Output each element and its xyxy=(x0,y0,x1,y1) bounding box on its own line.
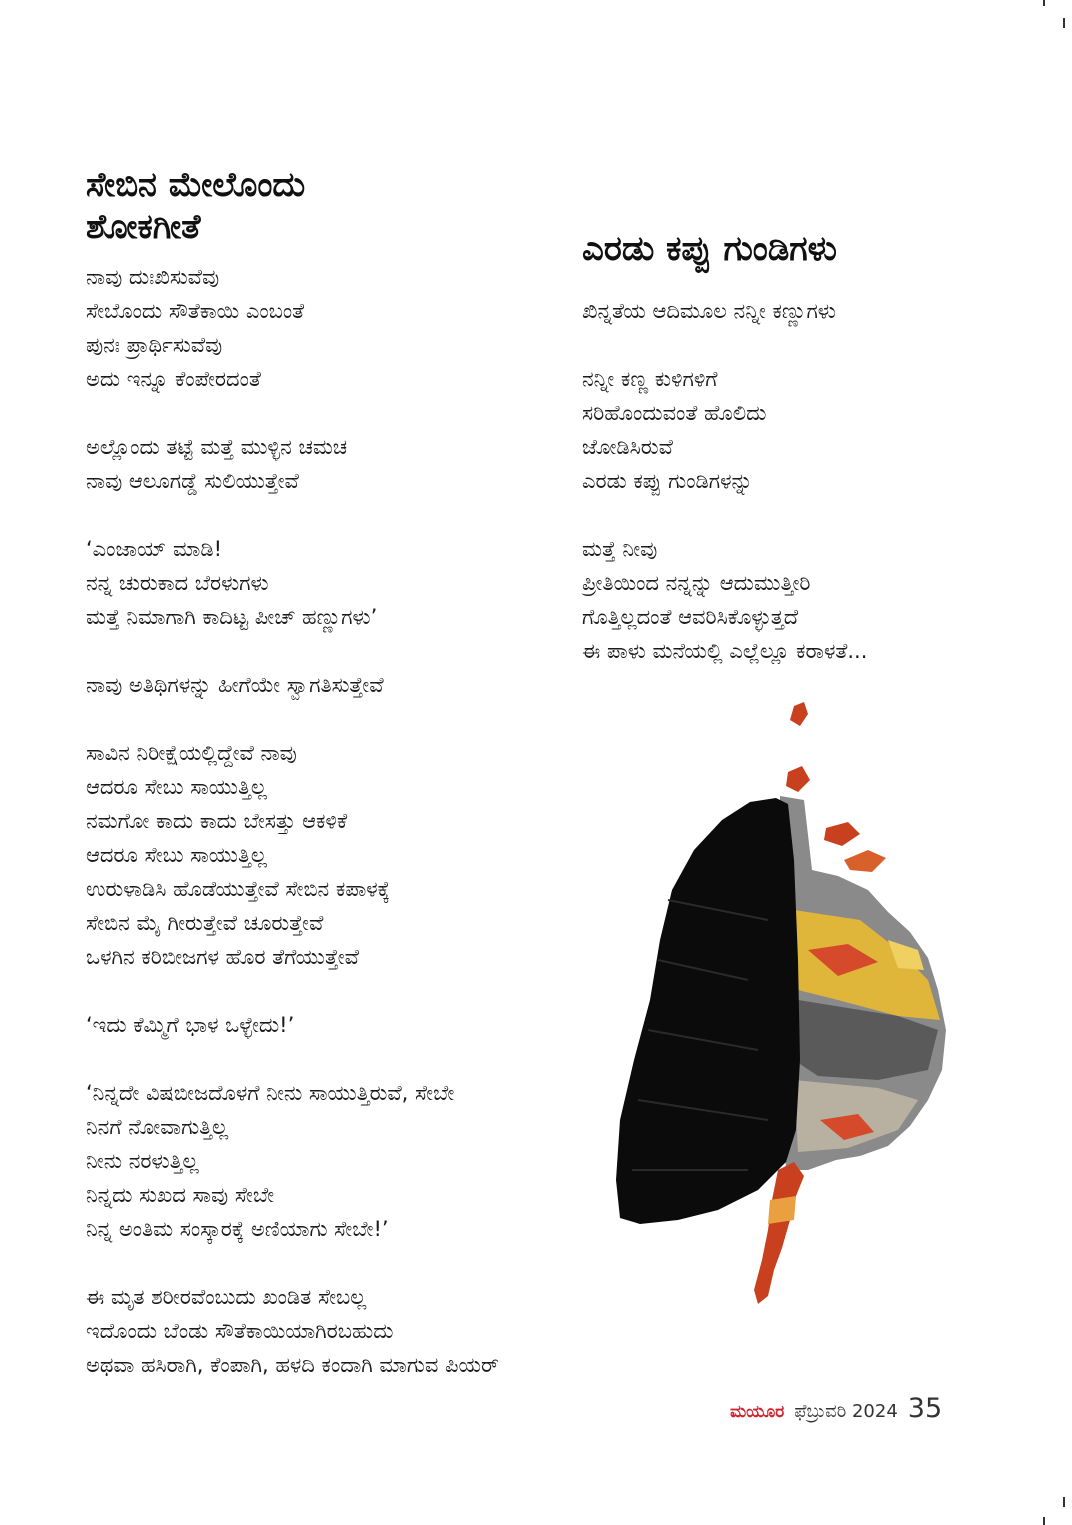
poem-line: ಎರಡು ಕಪ್ಪು ಗುಂಡಿಗಳನ್ನು xyxy=(582,469,753,493)
poem-line: ನಮಗೋ ಕಾದು ಕಾದು ಬೇಸತ್ತು ಆಕಳಿಕೆ xyxy=(86,809,348,833)
poem-line: ಈ ಪಾಳು ಮನೆಯಲ್ಲಿ ಎಲ್ಲೆಲ್ಲೂ ಕರಾಳತೆ... xyxy=(582,639,868,663)
left-stanza-3 xyxy=(86,532,377,634)
poem-line: ನನ್ನ ಚುರುಕಾದ ಬೆರಳುಗಳು xyxy=(86,571,269,595)
left-stanza-7 xyxy=(86,1076,454,1246)
poem-line: ಪುನಃ ಪ್ರಾರ್ಥಿಸುವೆವು xyxy=(86,333,223,357)
poem-line: ಅದು ಇನ್ನೂ ಕೆಂಪೇರದಂತೆ xyxy=(86,367,261,391)
poem-line: ಆದರೂ ಸೇಬು ಸಾಯುತ್ತಿಲ್ಲ xyxy=(86,843,267,867)
crop-mark-bottom-right-h xyxy=(1043,1517,1045,1525)
left-stanza-1 xyxy=(86,260,304,396)
right-stanza-1 xyxy=(582,294,836,328)
poem-line: ನಿನ್ನದು ಸುಖದ ಸಾವು ಸೇಬೇ xyxy=(86,1183,275,1207)
page-footer xyxy=(730,1393,970,1429)
crop-mark-top-right-h xyxy=(1043,0,1045,6)
poem-line: ಈ ಮೃತ ಶರೀರವೆಂಬುದು ಖಂಡಿತ ಸೇಬಲ್ಲ xyxy=(86,1285,367,1309)
left-poem-title-line1: ಸೇಬಿನ ಮೇಲೊಂದು xyxy=(86,165,306,205)
poem-line: ಉರುಳಾಡಿಸಿ ಹೊಡೆಯುತ್ತೇವೆ ಸೇಬಿನ ಕಪಾಳಕ್ಕೆ xyxy=(86,877,390,901)
page-number: 35 xyxy=(907,1393,943,1424)
poem-line: ಅಲ್ಲೊಂದು ತಟ್ಟೆ ಮತ್ತೆ ಮುಳ್ಳಿನ ಚಮಚ xyxy=(86,435,348,459)
poem-line: ಅಥವಾ ಹಸಿರಾಗಿ, ಕೆಂಪಾಗಿ, ಹಳದಿ ಕಂದಾಗಿ ಮಾಗುವ ಪಿಯರ್ xyxy=(86,1353,499,1377)
left-stanza-6 xyxy=(86,1008,294,1042)
left-stanza-4 xyxy=(86,668,384,702)
poem-line: ನೀನು ನರಳುತ್ತಿಲ್ಲ xyxy=(86,1149,199,1173)
poem-line: ಆದರೂ ಸೇಬು ಸಾಯುತ್ತಿಲ್ಲ xyxy=(86,775,267,799)
poem-line: ಸೇಬೊಂದು ಸೌತೆಕಾಯಿ ಎಂಬಂತೆ xyxy=(86,299,305,323)
poem-line: ‘ನಿನ್ನದೇ ವಿಷಬೀಜದೊಳಗೆ ನೀನು ಸಾಯುತ್ತಿರುವೆ, ಸೇಬೇ xyxy=(86,1081,455,1105)
poem-line: ಖಿನ್ನತೆಯ ಆದಿಮೂಲ ನನ್ನೀ ಕಣ್ಣುಗಳು xyxy=(582,299,836,323)
poem-line: ನಿನಗೆ ನೋವಾಗುತ್ತಿಲ್ಲ xyxy=(86,1115,229,1139)
magazine-logo: ಮಯೂರ xyxy=(730,1402,785,1422)
poem-line: ಇದೊಂದು ಬೆಂಡು ಸೌತೆಕಾಯಿಯಾಗಿರಬಹುದು xyxy=(86,1319,394,1343)
poem-line: ಪ್ರೀತಿಯಿಂದ ನನ್ನನ್ನು ಆದುಮುತ್ತೀರಿ xyxy=(582,571,811,595)
poem-line: ನಾವು ಆಲೂಗಡ್ಡೆ ಸುಲಿಯುತ್ತೇವೆ xyxy=(86,469,299,493)
poem-line: ನನ್ನೀ ಕಣ್ಣ ಕುಳಿಗಳಿಗೆ xyxy=(582,367,718,391)
left-stanza-5 xyxy=(86,736,390,974)
poem-line: ಒಳಗಿನ ಕರಿಬೀಜಗಳ ಹೊರ ತೆಗೆಯುತ್ತೇವೆ xyxy=(86,945,359,969)
poem-line: ನಾವು ದುಃಖಿಸುವೆವು xyxy=(86,265,220,289)
poem-line: ಸಾವಿನ ನಿರೀಕ್ಷೆಯಲ್ಲಿದ್ದೇವೆ ನಾವು xyxy=(86,741,297,765)
poem-line: ಸೇಬಿನ ಮೈ ಗೀರುತ್ತೇವೆ ಚೂರುತ್ತೇವೆ xyxy=(86,911,324,935)
left-poem-title-line2: ಶೋಕಗೀತೆ xyxy=(86,207,201,247)
crop-mark-bottom-right xyxy=(1063,1497,1065,1507)
poem-line: ಜೋಡಿಸಿರುವೆ xyxy=(582,435,673,459)
poem-line: ಮತ್ತೆ ನಿಮಾಗಾಗಿ ಕಾದಿಟ್ಟ ಪೀಚ್ ಹಣ್ಣುಗಳು’ xyxy=(86,605,378,629)
crop-mark-top-right xyxy=(1063,18,1065,28)
poem-line: ಗೊತ್ತಿಲ್ಲದಂತೆ ಆವರಿಸಿಕೊಳ್ಳುತ್ತದೆ xyxy=(582,605,799,629)
issue-date: ಫೆಬ್ರುವರಿ 2024 xyxy=(794,1401,898,1422)
right-stanza-3 xyxy=(582,532,867,668)
poem-line: ‘ಎಂಜಾಯ್ ಮಾಡಿ! xyxy=(86,537,222,561)
poem-line: ನಿನ್ನ ಅಂತಿಮ ಸಂಸ್ಕಾರಕ್ಕೆ ಅಣಿಯಾಗು ಸೇಬೇ!’ xyxy=(86,1217,389,1241)
poem-line: ಮತ್ತೆ ನೀವು xyxy=(582,537,658,561)
poem-illustration xyxy=(598,700,978,1310)
left-stanza-2 xyxy=(86,430,347,498)
poem-line: ಸರಿಹೊಂದುವಂತೆ ಹೊಲಿದು xyxy=(582,401,767,425)
poem-line: ‘ಇದು ಕೆಮ್ಮಿಗೆ ಭಾಳ ಒಳ್ಳೇದು!’ xyxy=(86,1013,295,1037)
left-stanza-8 xyxy=(86,1280,499,1382)
poem-line: ನಾವು ಅತಿಥಿಗಳನ್ನು ಹೀಗೆಯೇ ಸ್ವಾಗತಿಸುತ್ತೇವೆ xyxy=(86,673,384,697)
right-poem-title: ಎರಡು ಕಪ್ಪು ಗುಂಡಿಗಳು xyxy=(582,229,837,269)
right-stanza-2 xyxy=(582,362,766,498)
